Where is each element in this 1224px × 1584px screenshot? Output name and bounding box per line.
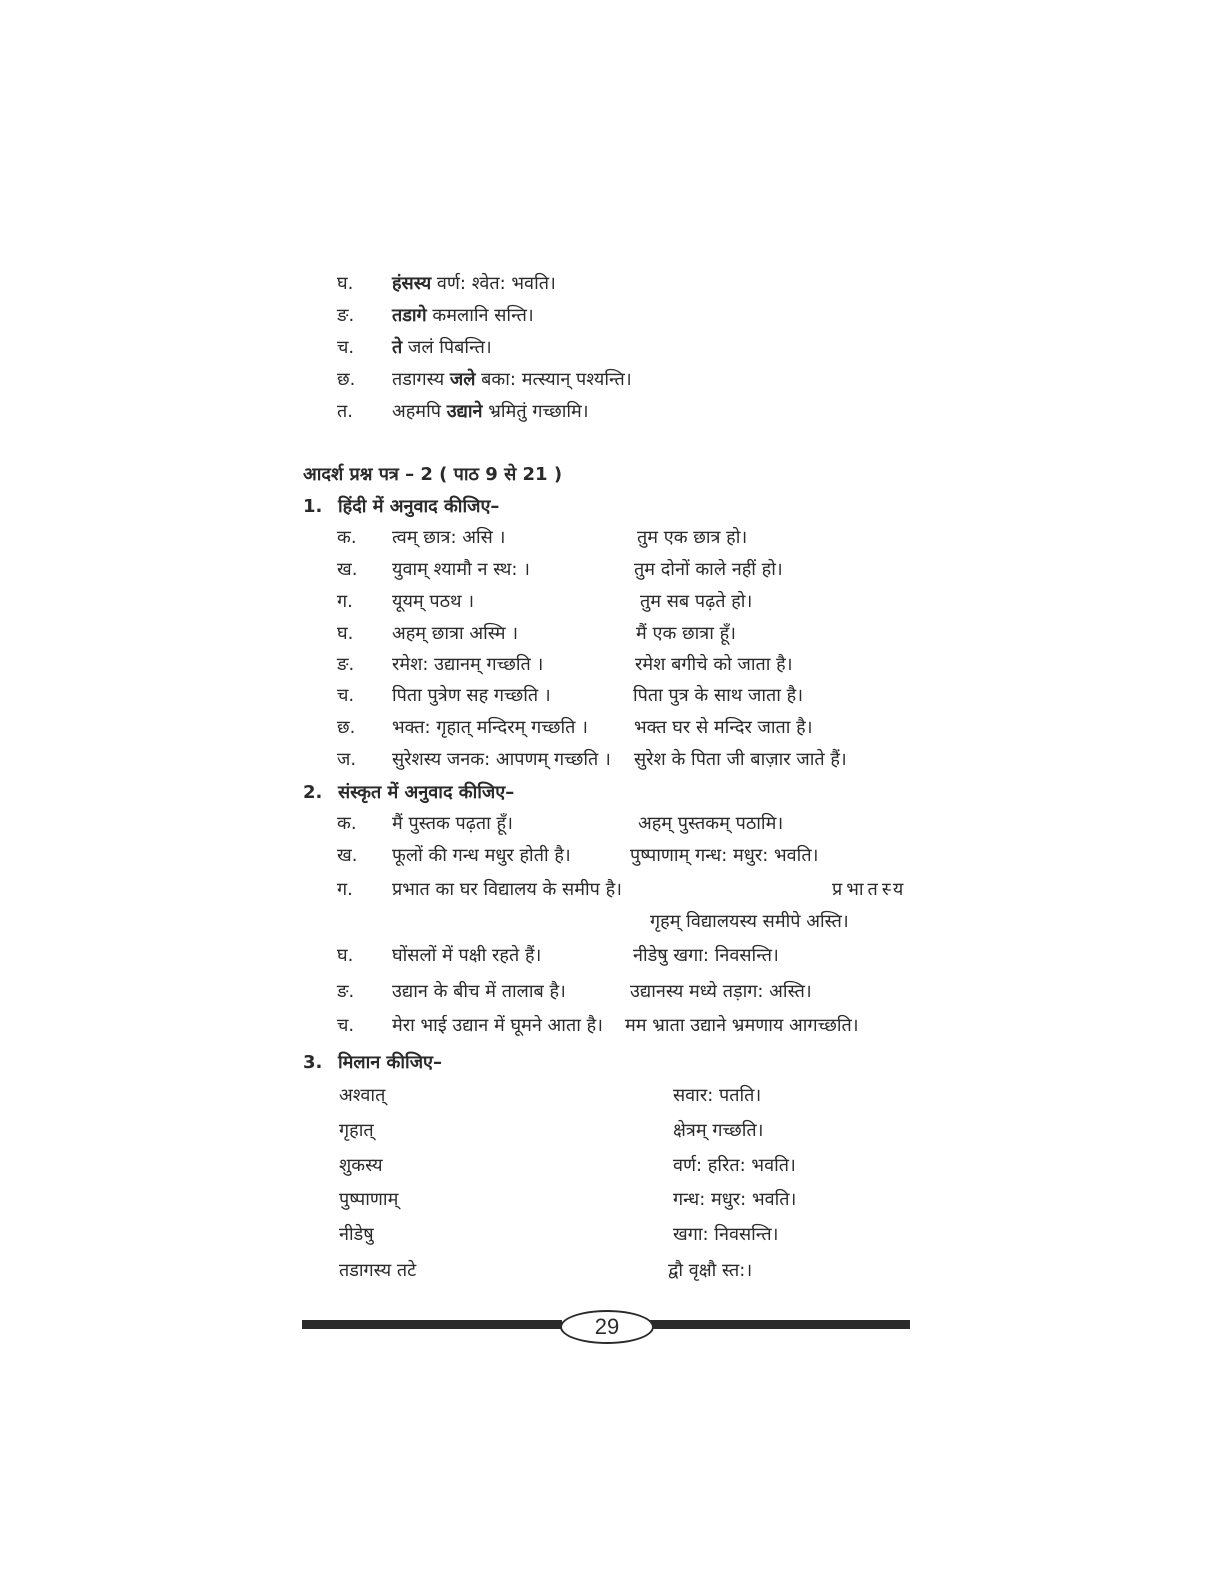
paper-heading: आदर्श प्रश्न पत्र – 2 ( पाठ 9 से 21 ) — [303, 464, 563, 485]
question-number: 3. — [303, 1052, 323, 1073]
footer-rule-left — [302, 1320, 562, 1329]
question-title: हिंदी में अनुवाद कीजिए– — [338, 496, 500, 517]
page-number: 29 — [560, 1310, 654, 1344]
question-number: 2. — [303, 782, 323, 803]
footer-rule-right — [648, 1320, 910, 1329]
question-title: संस्कृत में अनुवाद कीजिए– — [338, 782, 515, 803]
question-title: मिलान कीजिए– — [338, 1052, 443, 1073]
question-number: 1. — [303, 496, 323, 517]
